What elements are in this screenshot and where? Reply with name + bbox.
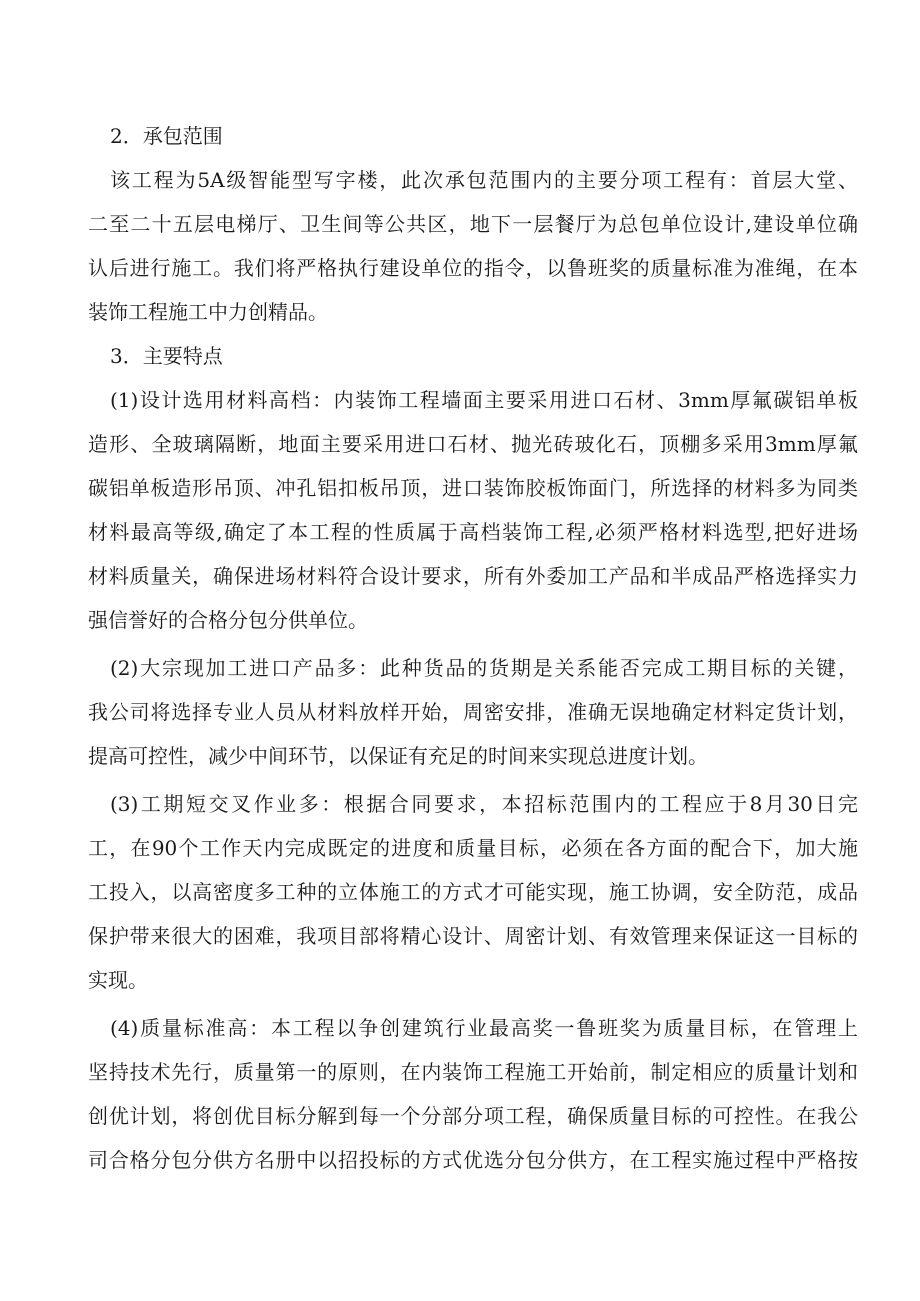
paragraph-line: 该工程为5A级智能型写字楼，此次承包范围内的主要分项工程有：首层大堂、 (110, 168, 858, 192)
paragraph-line: 碳铝单板造形吊顶、冲孔铝扣板吊顶，进口装饰胶板饰面门，所选择的材料多为同类 (88, 476, 858, 500)
paragraph-line: 材料质量关，确保进场材料符合设计要求，所有外委加工产品和半成品严格选择实力 (88, 564, 858, 588)
paragraph-feature-3 (88, 782, 858, 1002)
paragraph-line: 坚持技术先行，质量第一的原则，在内装饰工程施工开始前，制定相应的质量计划和 (88, 1060, 858, 1084)
paragraph-line: 保护带来很大的困难，我项目部将精心设计、周密计划、有效管理来保证这一目标的 (88, 924, 858, 948)
paragraph-line: 二至二十五层电梯厅、卫生间等公共区，地下一层餐厅为总包单位设计,建设单位确 (88, 212, 858, 236)
paragraph-line: (2)大宗现加工进口产品多：此种货品的货期是关系能否完成工期目标的关键， (110, 656, 858, 680)
paragraph-scope (88, 158, 858, 334)
paragraph-feature-1 (88, 378, 858, 642)
paragraph-line: 实现。 (88, 968, 148, 992)
document-body (88, 114, 858, 1182)
paragraph-line: (4)质量标准高：本工程以争创建筑行业最高奖一鲁班奖为质量目标，在管理上 (110, 1016, 858, 1040)
paragraph-line: (3)工期短交叉作业多：根据合同要求，本招标范围内的工程应于8月30日完 (110, 792, 858, 816)
paragraph-line: 认后进行施工。我们将严格执行建设单位的指令，以鲁班奖的质量标准为准绳，在本 (88, 256, 858, 280)
paragraph-feature-4 (88, 1006, 858, 1182)
paragraph-line: 我公司将选择专业人员从材料放样开始，周密安排，准确无误地确定材料定货计划， (88, 700, 858, 724)
section-heading-features: 3．主要特点 (110, 344, 223, 368)
paragraph-line: 司合格分包分供方名册中以招投标的方式优选分包分供方，在工程实施过程中严格按 (88, 1148, 858, 1172)
paragraph-feature-2 (88, 646, 858, 778)
paragraph-line: 造形、全玻璃隔断，地面主要采用进口石材、抛光砖玻化石，顶棚多采用3mm厚氟 (88, 432, 858, 456)
paragraph-line: (1)设计选用材料高档：内装饰工程墙面主要采用进口石材、3mm厚氟碳铝单板 (110, 388, 858, 412)
paragraph-line: 材料最高等级,确定了本工程的性质属于高档装饰工程,必须严格材料选型,把好进场 (88, 520, 858, 544)
paragraph-line: 提高可控性，减少中间环节，以保证有充足的时间来实现总进度计划。 (88, 744, 708, 768)
paragraph-line: 强信誉好的合格分包分供单位。 (88, 608, 368, 632)
section-heading-scope: 2．承包范围 (110, 124, 223, 148)
paragraph-line: 装饰工程施工中力创精品。 (88, 300, 328, 324)
paragraph-line: 工投入，以高密度多工种的立体施工的方式才可能实现，施工协调，安全防范，成品 (88, 880, 858, 904)
paragraph-line: 工，在90个工作天内完成既定的进度和质量目标，必须在各方面的配合下，加大施 (88, 836, 858, 860)
paragraph-line: 创优计划，将创优目标分解到每一个分部分项工程，确保质量目标的可控性。在我公 (88, 1104, 858, 1128)
